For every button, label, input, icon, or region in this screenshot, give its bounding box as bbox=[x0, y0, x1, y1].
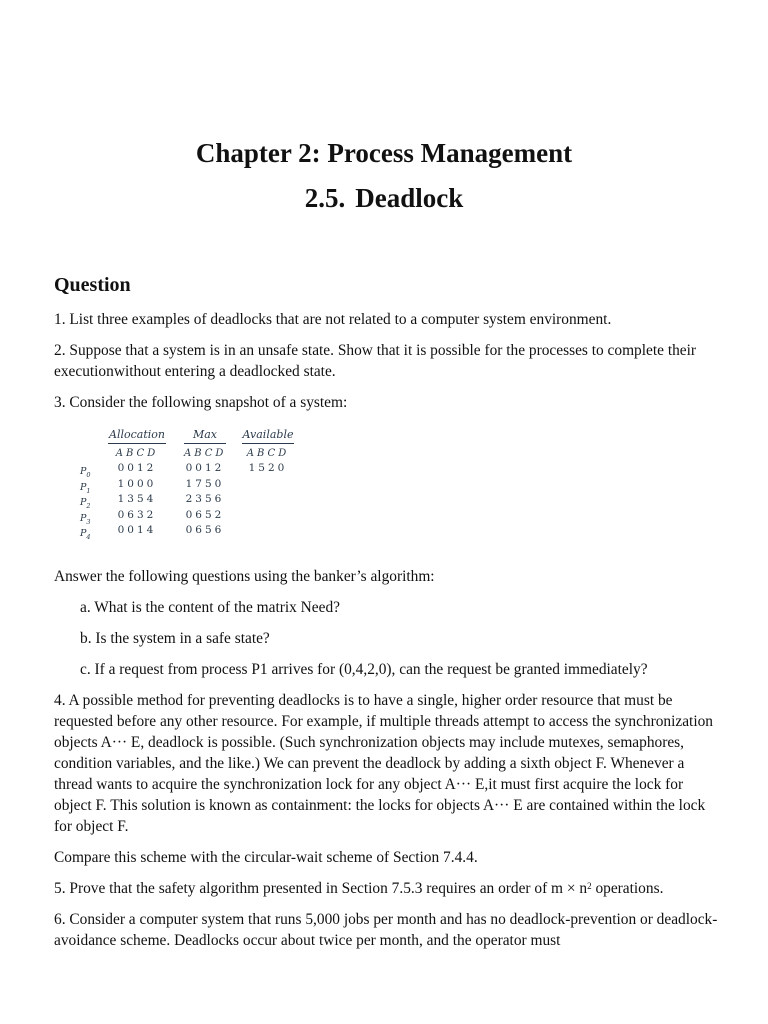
question-4: 4. A possible method for preventing deadlocks is to have a single, higher order resource that must be requested before any other resource. For example, if multiple threads attempt to access the synchronization objects A··· E, deadlock is possible. (Such synchronization objects may include mutexes, semaphores, condition variables, and the like.) We can prevent the deadlock by adding a sixth object F. Whenever a thread wants to acquire the synchronization lock for any object A··· E,it must first acquire the lock for object F. This solution is known as containment: the locks for objects A··· E are contained within the lock for object F. bbox=[54, 692, 713, 835]
process-label: $P_3$ bbox=[80, 512, 91, 526]
question-3c: c. If a request from process P1 arrives for (0,4,2,0), can the request be granted immediately? bbox=[80, 661, 648, 678]
process-label: $P_1$ bbox=[80, 481, 91, 495]
question-3b: b. Is the system in a safe state? bbox=[80, 630, 270, 647]
allocation-cell: 0012 bbox=[117, 462, 157, 474]
snapshot-table bbox=[76, 428, 316, 546]
max-header: Max bbox=[184, 428, 226, 444]
max-cell: 0652 bbox=[185, 508, 225, 521]
process-label: $P_2$ bbox=[80, 497, 91, 510]
allocation-column bbox=[108, 428, 166, 539]
section-name: Deadlock bbox=[355, 183, 464, 213]
allocation-cell: 0632 bbox=[117, 508, 157, 521]
max-cell: 0656 bbox=[185, 524, 225, 536]
max-cell: 1750 bbox=[185, 477, 225, 490]
max-column bbox=[184, 428, 226, 539]
available-header: Available bbox=[242, 428, 294, 444]
max-cell: 2356 bbox=[185, 493, 225, 505]
available-cell: 1520 bbox=[248, 462, 288, 474]
process-labels bbox=[80, 464, 91, 542]
question-3-intro: Answer the following questions using the banker’s algorithm: bbox=[54, 568, 435, 585]
allocation-cell: 0014 bbox=[117, 524, 157, 536]
question-3a: a. What is the content of the matrix Need? bbox=[80, 599, 340, 616]
chapter-title: Chapter 2: Process Management bbox=[195, 138, 573, 168]
question-1: 1. List three examples of deadlocks that are not related to a computer system environment. bbox=[54, 311, 612, 328]
question-3: 3. Consider the following snapshot of a system: bbox=[54, 394, 348, 411]
section-number: 2.5. bbox=[304, 183, 346, 213]
question-6: 6. Consider a computer system that runs 5,000 jobs per month and has no deadlock-prevention or deadlock-avoidance scheme. Deadlocks occur about twice per month, and the operator must bbox=[54, 911, 718, 949]
process-label: $P_4$ bbox=[80, 528, 91, 541]
available-column bbox=[242, 428, 294, 477]
available-subheader: ABCD bbox=[246, 448, 290, 459]
exponent: 2 bbox=[587, 881, 592, 891]
allocation-cell: 1354 bbox=[117, 493, 157, 505]
questions-heading: Question bbox=[54, 274, 131, 296]
max-cell: 0012 bbox=[185, 462, 225, 474]
question-5: 5. Prove that the safety algorithm presented in Section 7.5.3 requires an order of $m \times n^2$ operations. bbox=[54, 880, 664, 897]
section-title bbox=[0, 181, 768, 215]
process-label: $P_0$ bbox=[80, 466, 91, 479]
allocation-header: Allocation bbox=[108, 428, 166, 444]
question-2: 2. Suppose that a system is in an unsafe state. Show that it is possible for the processes to complete their executionwithout entering a deadlocked state. bbox=[54, 342, 697, 380]
allocation-cell: 1000 bbox=[117, 477, 157, 490]
max-subheader: ABCD bbox=[184, 448, 227, 459]
allocation-subheader: ABCD bbox=[115, 448, 159, 459]
question-4-compare: Compare this scheme with the circular-wait scheme of Section 7.4.4. bbox=[54, 849, 478, 866]
